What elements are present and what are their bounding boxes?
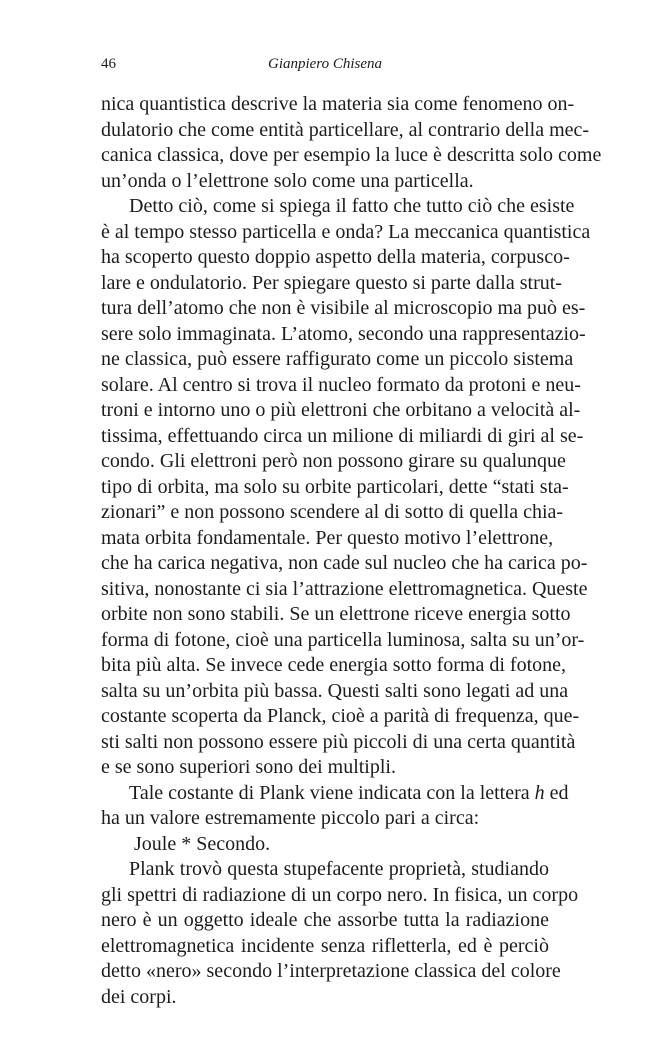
text-line: orbite non sono stabili. Se un elettrone riceve energia sotto: [101, 603, 571, 625]
body-text: [101, 92, 602, 1010]
text-line-constant: [101, 781, 569, 807]
text-line: e se sono superiori sono dei multipli.: [101, 756, 396, 778]
text-line: solare. Al centro si trova il nucleo formato da protoni e neu-: [101, 373, 581, 396]
text-line: sti salti non possono essere più piccoli di una certa quantità: [101, 730, 576, 753]
text-line: dulatorio che come entità particellare, al contrario della mec-: [101, 118, 590, 141]
text-fragment: Tale costante di Plank viene indicata con la lettera: [129, 781, 530, 804]
text-line: elettromagnetica incidente senza rifletterla, ed è perciò: [101, 934, 549, 957]
text-line: Plank trovò questa stupefacente proprietà, studiando: [129, 858, 549, 880]
text-line: detto «nero» secondo l’interpretazione classica del colore: [101, 960, 561, 982]
text-line: costante scoperta da Planck, cioè a parità di frequenza, que-: [101, 705, 580, 727]
text-line: un’onda o l’elettrone solo come una particella.: [101, 169, 474, 192]
text-fragment: ed: [549, 781, 569, 804]
page-number: 46: [101, 56, 116, 72]
text-line: condo. Gli elettroni però non possono girare su qualunque: [101, 450, 566, 472]
text-line: ha scoperto questo doppio aspetto della materia, corpusco-: [101, 246, 570, 268]
text-line: canica classica, dove per esempio la luce è descritta solo come: [101, 144, 602, 166]
constant-symbol: h: [534, 781, 545, 804]
running-title: Gianpiero Chisena: [267, 56, 383, 72]
text-line: zionari” e non possono scendere al di sotto di quella chia-: [101, 501, 564, 523]
text-line: che ha carica negativa, non cade sul nucleo che ha carica po-: [101, 552, 588, 574]
page-header: [101, 56, 549, 80]
text-line: ne classica, può essere raffigurato come un piccolo sistema: [101, 348, 574, 370]
text-line: nica quantistica descrive la materia sia come fenomeno on-: [101, 93, 575, 115]
text-line: bita più alta. Se invece cede energia sotto forma di fotone,: [101, 654, 567, 676]
text-line: troni e intorno uno o più elettroni che orbitano a velocità al-: [101, 399, 581, 421]
text-line: mata orbita fondamentale. Per questo motivo l’elettrone,: [101, 526, 554, 549]
text-line: tura dell’atomo che non è visibile al microscopio ma può es-: [101, 297, 586, 319]
text-line: dei corpi.: [101, 985, 177, 1008]
text-line: sitiva, nonostante ci sia l’attrazione elettromagnetica. Queste: [101, 577, 588, 600]
text-line: è al tempo stesso particella e onda? La meccanica quantistica: [101, 220, 591, 243]
text-line: salta su un’orbita più bassa. Questi salti sono legati ad una: [101, 679, 569, 702]
text-line: gli spettri di radiazione di un corpo nero. In fisica, un corpo: [101, 883, 579, 906]
text-line: forma di fotone, cioè una particella luminosa, salta su un’or-: [101, 628, 585, 651]
formula-line: Joule * Secondo.: [134, 832, 271, 855]
text-line: tissima, effettuando circa un milione di miliardi di giri al se-: [101, 424, 584, 447]
text-line: tipo di orbita, ma solo su orbite particolari, dette “stati sta-: [101, 475, 569, 498]
text-line: ha un valore estremamente piccolo pari a circa:: [101, 807, 480, 829]
text-line: sere solo immaginata. L’atomo, secondo una rappresentazio-: [101, 322, 586, 345]
text-line: Detto ciò, come si spiega il fatto che tutto ciò che esiste: [129, 195, 575, 217]
text-line: nero è un oggetto ideale che assorbe tutta la radiazione: [101, 909, 549, 931]
text-line: lare e ondulatorio. Per spiegare questo si parte dalla strut-: [101, 271, 562, 294]
